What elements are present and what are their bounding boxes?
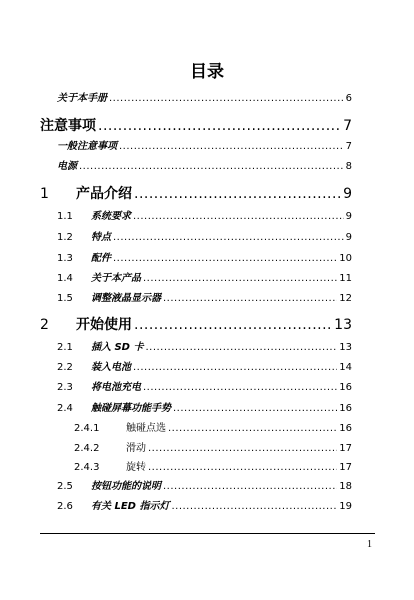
toc-section-label: 插入 SD 卡 (91, 342, 144, 353)
toc-leader (173, 403, 337, 414)
toc-section-label: 有关 LED 指示灯 (91, 501, 170, 512)
toc-subsection-number: 2.4.2 (74, 443, 100, 454)
toc-section-page: 19 (339, 501, 352, 512)
toc-subsection[interactable] (74, 458, 352, 474)
toc-subsection-number: 2.4.1 (74, 423, 100, 434)
toc-leader (163, 481, 337, 492)
toc-chapter-page: 13 (334, 317, 352, 333)
toc-chapter[interactable] (40, 314, 352, 334)
toc-leader (133, 211, 344, 222)
toc-section-number: 1.5 (57, 293, 73, 304)
toc-section[interactable] (57, 228, 352, 244)
toc-section-page: 12 (339, 293, 352, 304)
toc-entry-page: 6 (345, 93, 352, 104)
toc-section-number: 1.3 (57, 253, 73, 264)
toc-entry[interactable] (57, 137, 352, 153)
toc-section-page: 16 (339, 382, 352, 393)
toc-section-page: 18 (339, 481, 352, 492)
toc-section-page: 9 (345, 232, 352, 243)
toc-subsection-label: 触碰点选 (126, 423, 166, 434)
toc-title: 目录 (190, 62, 224, 82)
toc-leader (148, 443, 337, 454)
toc-section-number: 1.4 (57, 273, 73, 284)
toc-section-number: 1.1 (57, 211, 73, 222)
toc-subsection-page: 17 (339, 443, 352, 454)
toc-section[interactable] (57, 358, 352, 374)
toc-chapter-page: 7 (343, 118, 352, 134)
toc-section-label: 关于本产品 (91, 273, 141, 284)
toc-section-page: 10 (339, 253, 352, 264)
toc-entry-label: 关于本手册 (57, 93, 107, 104)
toc-leader (134, 186, 341, 202)
toc-chapter[interactable] (40, 115, 352, 135)
toc-section-page: 11 (339, 273, 352, 284)
toc-leader (143, 382, 337, 393)
toc-subsection-page: 16 (339, 423, 352, 434)
toc-leader (79, 161, 344, 172)
toc-subsection-label: 滑动 (126, 443, 146, 454)
footer-rule (40, 533, 375, 534)
toc-section[interactable] (57, 289, 352, 305)
toc-section-label: 装入电池 (91, 362, 131, 373)
toc-chapter-label: 产品介绍 (76, 186, 132, 202)
toc-section-number: 2.3 (57, 382, 73, 393)
toc-leader (148, 462, 337, 473)
toc-chapter-number: 2 (40, 317, 49, 333)
toc-section-label: 按钮功能的说明 (91, 481, 161, 492)
toc-section-label: 系统要求 (91, 211, 131, 222)
toc-section-label: 调整液晶显示器 (91, 293, 161, 304)
toc-leader (171, 501, 337, 512)
toc-section-page: 16 (339, 403, 352, 414)
toc-chapter-number: 1 (40, 186, 49, 202)
toc-chapter-label: 注意事项 (40, 118, 96, 134)
toc-section[interactable] (57, 497, 352, 513)
toc-section-number: 2.5 (57, 481, 73, 492)
toc-chapter-page: 9 (343, 186, 352, 202)
toc-subsection[interactable] (74, 439, 352, 455)
toc-section-page: 13 (339, 342, 352, 353)
page-number: 1 (367, 539, 372, 550)
toc-section-number: 2.4 (57, 403, 73, 414)
toc-subsection-label: 旋转 (126, 462, 146, 473)
toc-section-number: 2.2 (57, 362, 73, 373)
toc-section[interactable] (57, 477, 352, 493)
toc-entry-label: 一般注意事项 (57, 141, 117, 152)
toc-leader (134, 317, 332, 333)
toc-section-label: 特点 (91, 232, 111, 243)
toc-entry[interactable] (57, 157, 352, 173)
toc-entry-page: 7 (345, 141, 352, 152)
toc-leader (119, 141, 344, 152)
toc-leader (163, 293, 337, 304)
toc-section-label: 配件 (91, 253, 111, 264)
toc-section[interactable] (57, 269, 352, 285)
toc-leader (113, 232, 344, 243)
toc-section-label: 触碰屏幕功能手势 (91, 403, 171, 414)
toc-entry-label: 电源 (57, 161, 77, 172)
toc-entry[interactable] (57, 89, 352, 105)
toc-section-page: 9 (345, 211, 352, 222)
toc-subsection[interactable] (74, 419, 352, 435)
toc-leader (109, 93, 344, 104)
toc-section[interactable] (57, 378, 352, 394)
toc-section-number: 1.2 (57, 232, 73, 243)
toc-leader (145, 342, 337, 353)
toc-section-label: 将电池充电 (91, 382, 141, 393)
toc-subsection-page: 17 (339, 462, 352, 473)
toc-leader (168, 423, 337, 434)
toc-leader (143, 273, 337, 284)
toc-subsection-number: 2.4.3 (74, 462, 100, 473)
toc-chapter[interactable] (40, 183, 352, 203)
toc-leader (113, 253, 337, 264)
toc-section-number: 2.6 (57, 501, 73, 512)
toc-leader (133, 362, 337, 373)
toc-section-page: 14 (339, 362, 352, 373)
toc-leader (98, 118, 341, 134)
toc-section-number: 2.1 (57, 342, 73, 353)
toc-chapter-label: 开始使用 (76, 317, 132, 333)
toc-entry-page: 8 (345, 161, 352, 172)
toc-section[interactable] (57, 338, 352, 354)
toc-section[interactable] (57, 399, 352, 415)
toc-section[interactable] (57, 249, 352, 265)
toc-section[interactable] (57, 207, 352, 223)
